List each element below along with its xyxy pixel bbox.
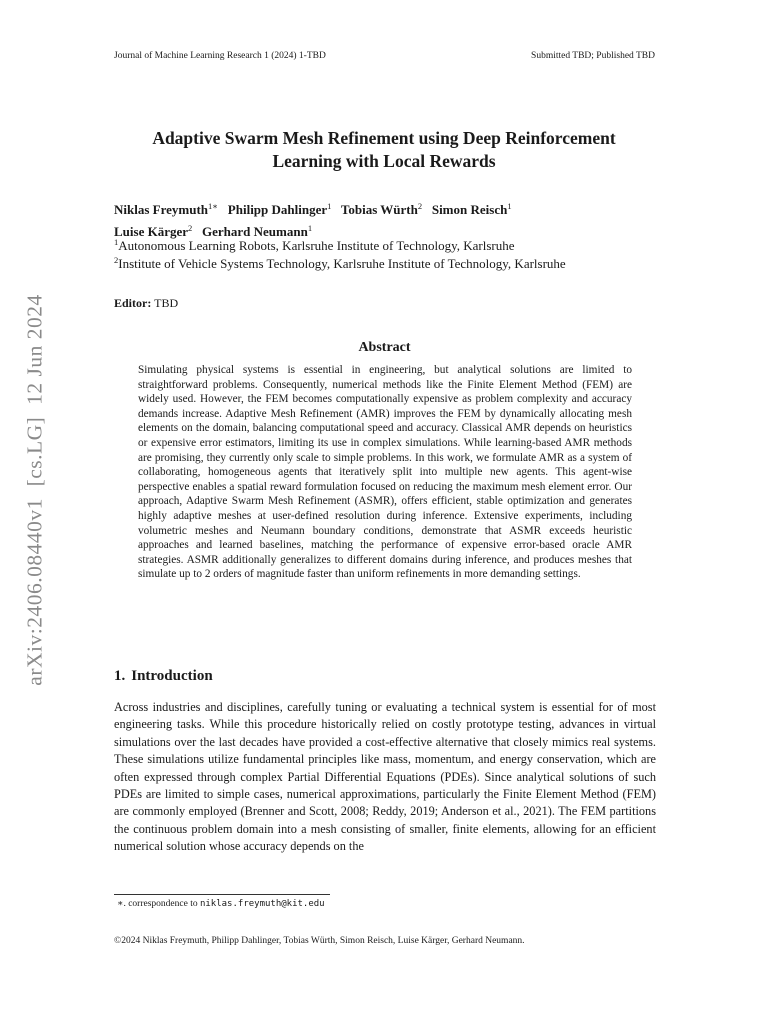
publication-status: Submitted TBD; Published TBD: [531, 51, 655, 61]
author-name: Niklas Freymuth: [114, 202, 209, 217]
abstract-body: Simulating physical systems is essential in engineering, but analytical solutions are limited to straightforward problems. Consequently, numerical methods like the Finite Element Method (FEM) are widely used. However, the FEM becomes computationally expensive as problem complexity and accuracy demands increase. Adaptive Mesh Refinement (AMR) improves the FEM by dynamically allocating mesh elements on the domain, balancing computational speed and accuracy. Classical AMR depends on heuristics or expensive error estimators, limiting its use in complex simulations. While learning-based AMR methods are promising, they currently only scale to simple problems. In this work, we formulate AMR as a system of collaborating, homogeneous agents that iteratively split into multiple new agents. This agent-wise perspective enables a spatial reward formulation focused on reducing the maximum mesh element error. Our approach, Adaptive Swarm Mesh Refinement (ASMR), offers efficient, stable optimization and generates highly adaptive meshes at user-defined resolution during inference. Extensive experiments, including volumetric meshes and Neumann boundary conditions, demonstrate that ASMR exceeds heuristic approaches and learned baselines, matching the performance of expensive error-based oracle AMR strategies. ASMR additionally generalizes to different domains during inference, and produces meshes that simulate up to 2 orders of magnitude faster than uniform refinements in more demanding settings.: [138, 364, 632, 581]
affiliation-mark: 1: [114, 237, 119, 247]
author-line: [114, 197, 655, 219]
author-name: Simon Reisch: [431, 202, 508, 217]
footnote-divider: [114, 894, 330, 895]
introduction-body: Across industries and disciplines, carefully tuning or evaluating a technical system is essential for of most engineering tasks. While this procedure historically relied on costly prototype testing, advances in virtual simulations over the last decades have provided a cost-effective alternative that closely mimics real systems. These simulations utilize fundamental principles like mass, momentum, and energy conservation, which are often expressed through complex Partial Differential Equations (PDEs). Since analytical solutions of such PDEs are limited to simple cases, numerical approximations, particularly the Finite Element Method (FEM) are commonly employed (Brenner and Scott, 2008; Reddy, 2019; Anderson et al., 2021). The FEM partitions the continuous problem domain into a mesh consisting of smaller, finite elements, allowing for an efficient numerical solution whose accuracy depends on the: [114, 700, 656, 854]
author-name: Gerhard Neumann: [202, 224, 308, 239]
author-affil-mark: 2: [417, 201, 423, 211]
editor-value: TBD: [154, 296, 179, 310]
journal-info: Journal of Machine Learning Research 1 (2024) 1-TBD: [114, 51, 326, 61]
author-affil-mark: 2: [188, 223, 193, 233]
section-heading: [114, 668, 213, 685]
paper-title: [100, 127, 668, 173]
affiliation-mark: 2: [114, 255, 119, 265]
abstract-heading: Abstract: [358, 340, 411, 355]
copyright-notice: ©2024 Niklas Freymuth, Philipp Dahlinger, Tobias Würth, Simon Reisch, Luise Kärger, Gerhard Neumann.: [114, 936, 525, 946]
footnote-email: niklas.freymuth@kit.edu: [199, 899, 325, 909]
arxiv-id: arXiv:2406.08440v1 [cs.LG] 12 Jun 2024: [22, 294, 47, 686]
affiliation-text: Autonomous Learning Robots, Karlsruhe Institute of Technology, Karlsruhe: [118, 238, 515, 253]
title-line: Learning with Local Rewards: [272, 151, 496, 171]
author-affil-mark: 1: [507, 201, 512, 211]
footnote: [117, 898, 325, 909]
editor-label: Editor:: [114, 296, 152, 310]
affiliation: [114, 251, 674, 273]
author-affil-mark: 1: [307, 223, 313, 233]
running-header: [114, 51, 655, 61]
author-name: Philipp Dahlinger: [227, 202, 328, 217]
footnote-marker: ∗.: [117, 899, 126, 909]
section-number: 1.: [114, 668, 126, 684]
title-line: Adaptive Swarm Mesh Refinement using Deep Reinforcement: [152, 128, 616, 148]
editor-line: [114, 296, 178, 311]
footnote-text: correspondence to: [128, 899, 198, 909]
author-name: Tobias Würth: [340, 202, 418, 217]
author-affil-mark: 1: [327, 201, 332, 211]
affiliation-text: Institute of Vehicle Systems Technology, Karlsruhe Institute of Technology, Karlsruhe: [118, 256, 566, 271]
author-name: Luise Kärger: [114, 224, 189, 239]
section-title: Introduction: [131, 668, 213, 684]
author-affil-mark: 1∗: [208, 201, 219, 211]
